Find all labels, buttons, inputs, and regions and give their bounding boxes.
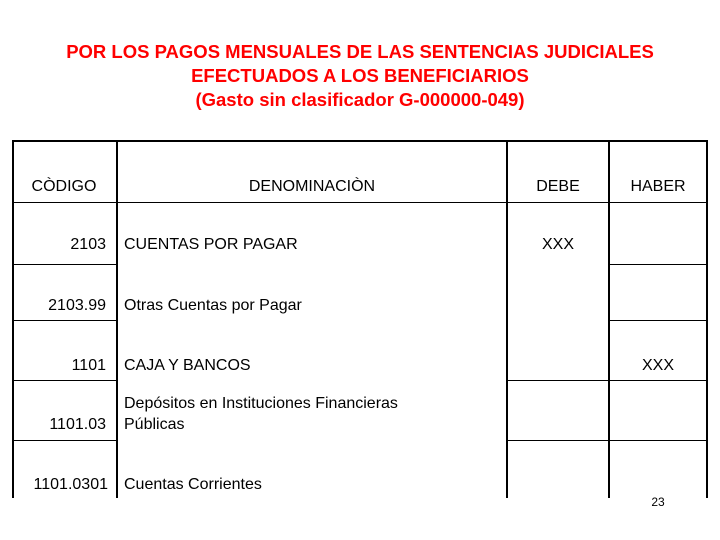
row-separator bbox=[12, 264, 117, 265]
header-denominacion: DENOMINACIÒN bbox=[248, 178, 376, 195]
table-top-border bbox=[12, 140, 708, 142]
row-separator bbox=[508, 440, 708, 441]
row-codigo: 1101.0301 bbox=[33, 476, 108, 493]
row-codigo: 2103.99 bbox=[48, 297, 106, 314]
row-denominacion-line-1: Depósitos en Instituciones Financieras bbox=[124, 395, 398, 412]
row-separator bbox=[12, 320, 117, 321]
document-title bbox=[0, 40, 720, 112]
row-codigo: 1101 bbox=[71, 357, 106, 374]
row-codigo: 2103 bbox=[70, 236, 106, 253]
row-separator bbox=[12, 202, 708, 203]
page-number: 23 bbox=[651, 495, 665, 509]
row-denominacion: CUENTAS POR PAGAR bbox=[124, 236, 298, 253]
row-separator bbox=[608, 264, 708, 265]
row-debe: XXX bbox=[541, 236, 574, 253]
title-line-2: EFECTUADOS A LOS BENEFICIARIOS bbox=[191, 65, 529, 86]
row-denominacion: CAJA Y BANCOS bbox=[124, 357, 251, 374]
row-separator bbox=[508, 380, 708, 381]
row-separator bbox=[608, 320, 708, 321]
row-separator bbox=[12, 440, 117, 441]
header-haber: HABER bbox=[630, 178, 686, 195]
title-line-3: (Gasto sin clasificador G-000000-049) bbox=[195, 89, 525, 110]
row-denominacion: Otras Cuentas por Pagar bbox=[124, 297, 302, 314]
header-codigo: CÒDIGO bbox=[31, 178, 97, 195]
row-separator bbox=[12, 380, 117, 381]
row-codigo: 1101.03 bbox=[49, 416, 106, 433]
table-right-border bbox=[706, 140, 708, 498]
header-debe: DEBE bbox=[536, 178, 580, 195]
row-denominacion-line-2: Públicas bbox=[124, 416, 185, 433]
row-haber: XXX bbox=[641, 357, 674, 374]
title-line-1: POR LOS PAGOS MENSUALES DE LAS SENTENCIAS JUDICIALES bbox=[66, 41, 654, 62]
row-denominacion: Cuentas Corrientes bbox=[124, 476, 262, 493]
